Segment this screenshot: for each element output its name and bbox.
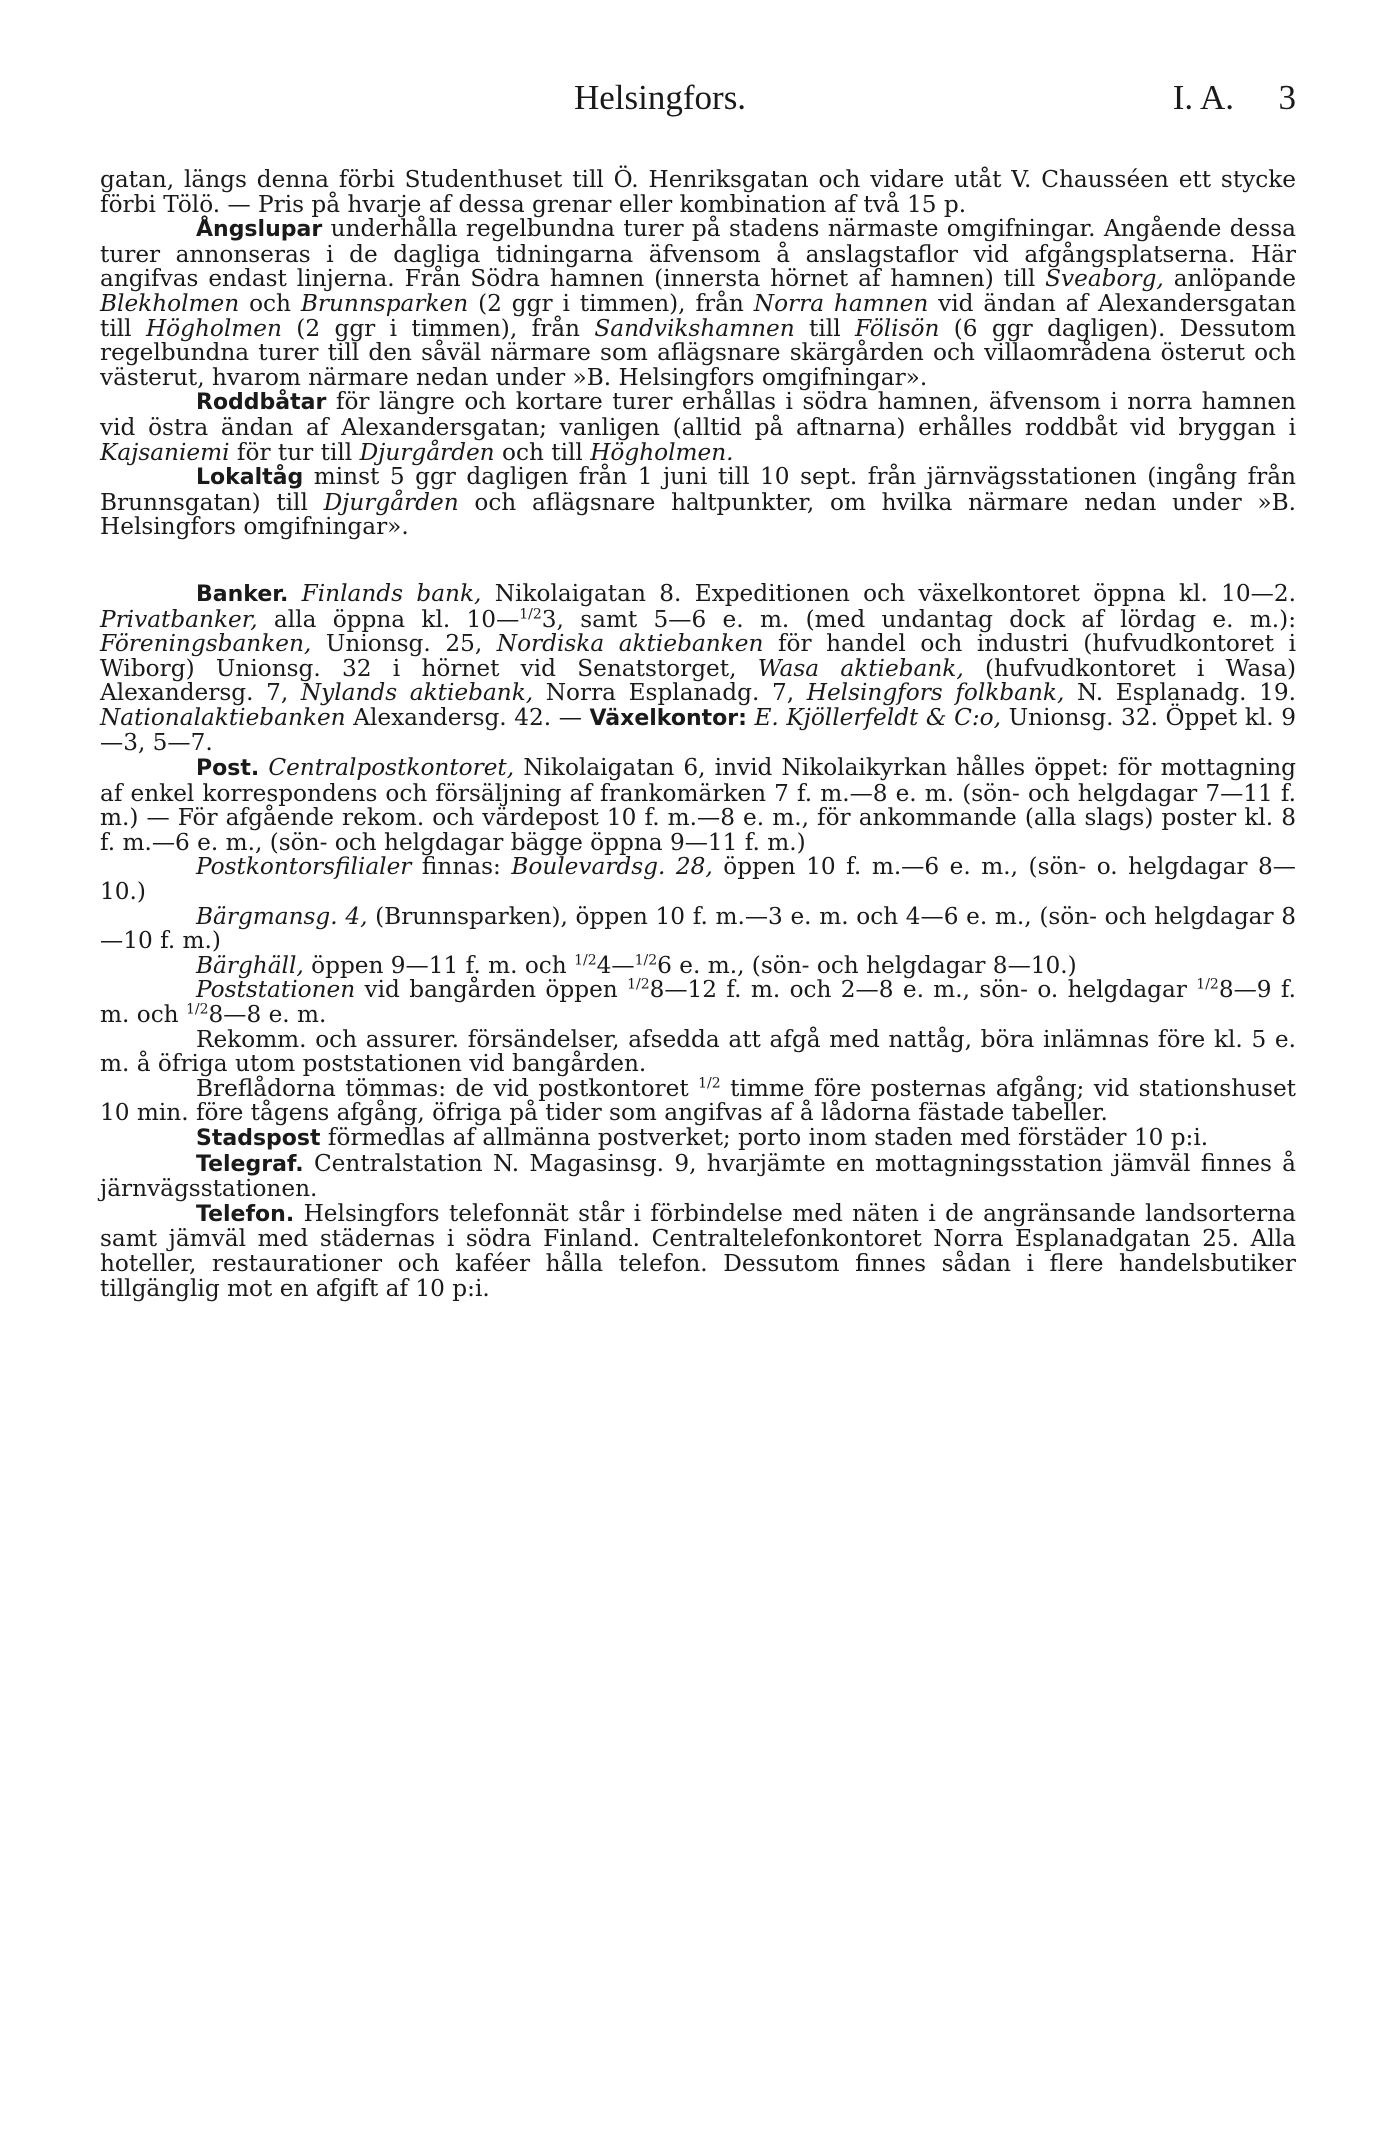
heading-banker: Banker. xyxy=(196,581,289,607)
section-label: I. A. xyxy=(1172,78,1234,117)
paragraph-rekommenderade: Rekomm. och assurer. försändelser, afsedda att afgå med nattåg, böra inlämnas före kl. 5 e. m. å öfriga utom poststationen vid bangården. xyxy=(100,1025,1296,1078)
paragraph-banker: Banker. Finlands bank, Nikolaigatan 8. Expeditionen och växelkontoret öppna kl. 10—2. Privatbanker, alla öppna kl. 10—$^{1/2}$3, samt 5—6 e. m. (med undantag dock af lördag e. m.): Föreningsbanken, Unionsg. 25, Nordiska aktiebanken för handel och industri (hufvudkontoret i Wiborg) Unionsg. 32 i hörnet vid Senatstorget, Wasa aktiebank, (hufvudkontoret i Wasa) Alexandersg. 7, Nylands aktiebank, Norra Esplanadg. 7, Helsingfors folkbank, N. Esplanadg. 19. Nationalaktiebanken Alexandersg. 42. — Växelkontor: E. Kjöllerfeldt & C:o, Unionsg. 32. Öppet kl. 9—3, 5—7. xyxy=(100,579,1297,757)
paragraph-barghall: Bärghäll, öppen 9—11 f. m. och $^{1/2}$4—$^{1/2}$6 e. m., (sön- och helgdagar 8—10.) xyxy=(196,951,1077,979)
heading-telegraf: Telegraf. xyxy=(196,1151,304,1177)
paragraph-telefon: Telefon. Helsingfors telefonnät står i förbindelse med näten i de angränsande landsorterna samt jämväl med städernas i södra Finland. Centraltelefonkontoret Norra Esplanadgatan 25. Alla hoteller, restaurationer och kaféer hålla telefon. Dessutom finnes sådan i flere handelsbutiker tillgänglig mot en afgift af 10 p:i. xyxy=(100,1199,1296,1302)
heading-post: Post. xyxy=(196,756,260,782)
heading-roddbatar: Roddbåtar xyxy=(196,390,327,416)
paragraph-tram-continuation: gatan, längs denna förbi Studenthuset till Ö. Henriksgatan och vidare utåt V. Chausséen ett stycke förbi Tölö. — Pris på hvarje af dessa grenar eller kombination af två 15 p. xyxy=(100,166,1296,218)
page-number: 3 xyxy=(1278,78,1296,117)
heading-telefon: Telefon. xyxy=(196,1201,295,1227)
page-title: Helsingfors. xyxy=(574,78,747,117)
page-body xyxy=(100,168,1296,1301)
paragraph-roddbatar: Roddbåtar för längre och kortare turer erhållas i södra hamnen, äfvensom i norra hamnen vid östra ändan af Alexandersgatan; vanligen (alltid på aftnarna) erhålles roddbåt vid bryggan i Kajsaniemi för tur till Djurgården och till Högholmen. xyxy=(100,388,1296,466)
heading-stadspost: Stadspost xyxy=(196,1125,321,1151)
running-header xyxy=(100,78,1296,128)
paragraph-bargmansgatan: Bärgmansg. 4, (Brunnsparken), öppen 10 f. m.—3 e. m. och 4—6 e. m., (sön- och helgdagar 8—10 f. m.) xyxy=(100,902,1296,955)
paragraph-post: Post. Centralpostkontoret, Nikolaigatan 6, invid Nikolaikyrkan hålles öppet: för mottagning af enkel korrespondens och försäljning af frankomärken 7 f. m.—8 e. m. (sön- och helgdagar 7—11 f. m.) — För afgående rekom. och värdepost 10 f. m.—8 e. m., för ankommande (alla slags) poster kl. 8 f. m.—6 e. m., (sön- och helgdagar bägge öppna 9—11 f. m.) xyxy=(100,754,1296,856)
paragraph-stadspost: Stadspost förmedlas af allmänna postverket; porto inom staden med förstäder 10 p:i. xyxy=(196,1123,1209,1151)
heading-lokaltag: Lokaltåg xyxy=(196,465,304,491)
paragraph-telegraf: Telegraf. Centralstation N. Magasinsg. 9, hvarjämte en mottagningsstation jämväl finnes å järnvägsstationen. xyxy=(100,1149,1296,1203)
paragraph-poststationen: Poststationen vid bangården öppen $^{1/2}$8—12 f. m. och 2—8 e. m., sön- o. helgdagar $^{1/2}$8—9 f. m. och $^{1/2}$8—8 e. m. xyxy=(100,976,1296,1028)
heading-angslupar: Ångslupar xyxy=(196,217,323,243)
paragraph-breflador: Breflådorna tömmas: de vid postkontoret $^{1/2}$ timme före posternas afgång; vid stationshuset 10 min. före tågens afgång, öfriga på tider som angifvas af å lådorna fästade tabeller. xyxy=(100,1074,1296,1127)
paragraph-postkontorsfilialer: Postkontorsfilialer finnas: Boulevardsg. 28, öppen 10 f. m.—6 e. m., (sön- o. helgdagar 8—10.) xyxy=(100,853,1296,906)
heading-vaxelkontor: Växelkontor: xyxy=(589,705,747,731)
paragraph-lokaltag: Lokaltåg minst 5 ggr dagligen från 1 juni till 10 sept. från järnvägsstationen (ingång från Brunnsgatan) till Djurgården och aflägsnare haltpunkter, om hvilka närmare nedan under »B. Helsingfors omgifningar». xyxy=(100,463,1297,541)
paragraph-angslupar: Ångslupar underhålla regelbundna turer på stadens närmaste omgifningar. Angående dessa turer annonseras i de dagliga tidningarna äfvensom å anslagstaflor vid afgångsplatserna. Här angifvas endast linjerna. Från Södra hamnen (innersta hörnet af hamnen) till Sveaborg, anlöpande Blekholmen och Brunnsparken (2 ggr i timmen), från Norra hamnen vid ändan af Alexandersgatan till Högholmen (2 ggr i timmen), från Sandvikshamnen till Fölisön (6 ggr dagligen). Dessutom regelbundna turer till den såväl närmare som aflägsnare skärgården och villaområdena österut och västerut, hvarom närmare nedan under »B. Helsingfors omgifningar». xyxy=(100,215,1297,391)
